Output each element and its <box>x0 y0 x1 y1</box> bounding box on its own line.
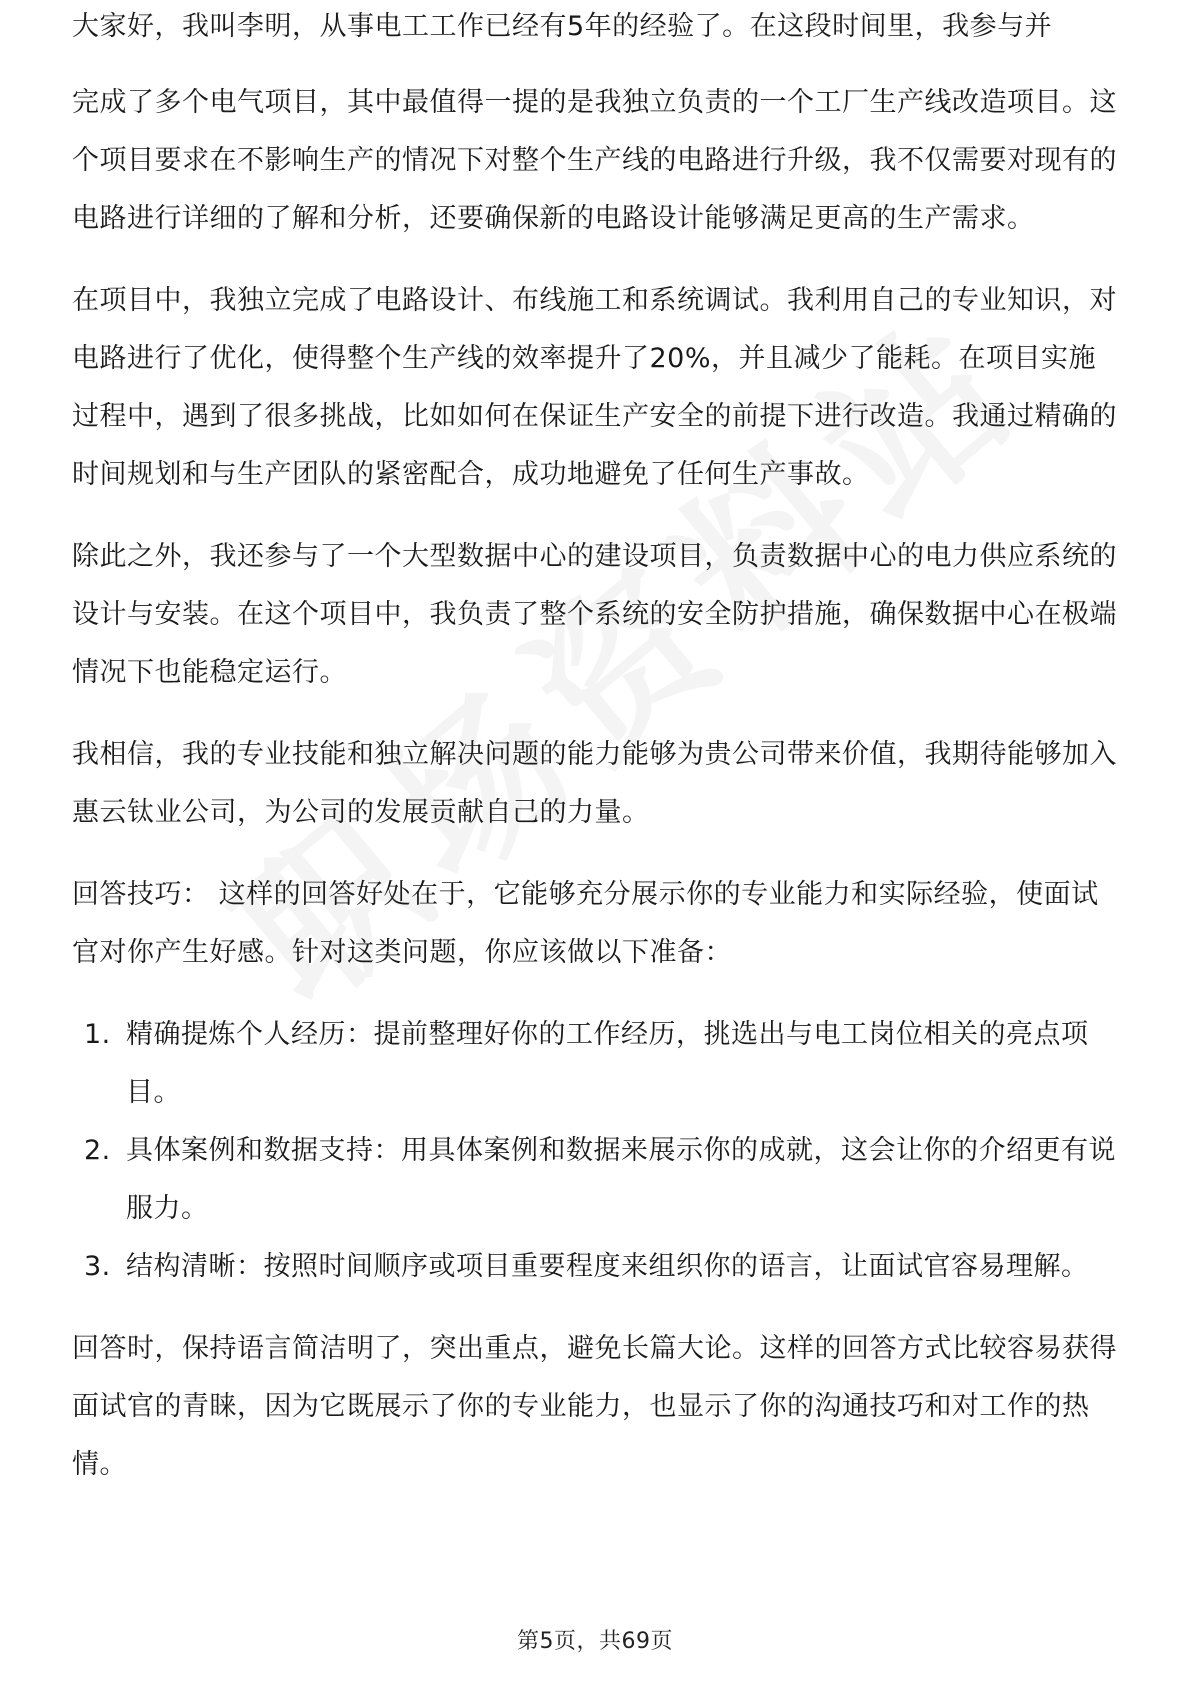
paragraph-project-overview: 完成了多个电气项目，其中最值得一提的是我独立负责的一个工厂生产线改造项目。这个项目要求在不影响生产的情况下对整个生产线的电路进行升级，我不仅需要对现有的电路进行详细的了解和分析，还要确保新的电路设计能够满足更高的生产需求。 <box>72 87 1117 234</box>
list-item-text: 具体案例和数据支持：用具体案例和数据来展示你的成就，这会让你的介绍更有说服力。 <box>126 1135 1116 1224</box>
list-item-text: 精确提炼个人经历：提前整理好你的工作经历，挑选出与电工岗位相关的亮点项目。 <box>126 1019 1089 1108</box>
list-item <box>72 1122 1118 1238</box>
document-body <box>72 11 1118 1518</box>
list-item-number: 3. <box>84 1251 111 1282</box>
paragraph-answer-advice: 回答时，保持语言简洁明了，突出重点，避免长篇大论。这样的回答方式比较容易获得面试官的青睐，因为它既展示了你的专业能力，也显示了你的沟通技巧和对工作的热情。 <box>72 1333 1117 1480</box>
paragraph-intro-cut: 大家好，我叫李明，从事电工工作已经有5年的经验了。在这段时间里，我参与并 <box>72 11 1053 42</box>
paragraph-project-details: 在项目中，我独立完成了电路设计、布线施工和系统调试。我利用自己的专业知识，对电路进行了优化，使得整个生产线的效率提升了20%，并且减少了能耗。在项目实施过程中，遇到了很多挑战，比如如何在保证生产安全的前提下进行改造。我通过精确的时间规划和与生产团队的紧密配合，成功地避免了任何生产事故。 <box>72 285 1117 490</box>
page-number: 第5页，共69页 <box>517 1629 673 1654</box>
paragraph-answer-tips: 回答技巧： 这样的回答好处在于，它能够充分展示你的专业能力和实际经验，使面试官对你产生好感。针对这类问题，你应该做以下准备： <box>72 879 1099 968</box>
list-item <box>72 1238 1118 1296</box>
list-item-number: 2. <box>84 1135 111 1166</box>
list-item <box>72 1006 1118 1122</box>
paragraph-closing: 我相信，我的专业技能和独立解决问题的能力能够为贵公司带来价值，我期待能够加入惠云钛业公司，为公司的发展贡献自己的力量。 <box>72 739 1117 828</box>
list-item-number: 1. <box>84 1019 111 1050</box>
tips-list <box>72 1006 1118 1296</box>
list-item-text: 结构清晰：按照时间顺序或项目重要程度来组织你的语言，让面试官容易理解。 <box>126 1251 1089 1282</box>
paragraph-data-center: 除此之外，我还参与了一个大型数据中心的建设项目，负责数据中心的电力供应系统的设计与安装。在这个项目中，我负责了整个系统的安全防护措施，确保数据中心在极端情况下也能稳定运行。 <box>72 541 1117 688</box>
